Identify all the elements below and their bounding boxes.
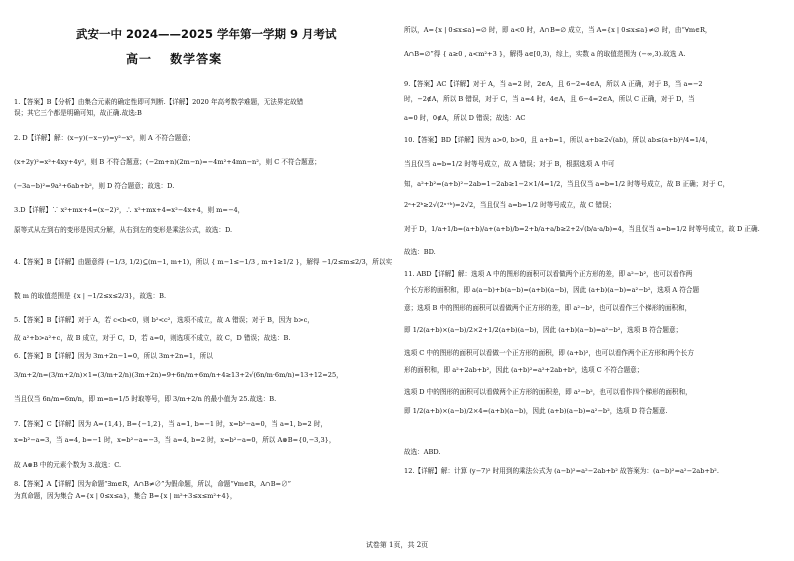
- right-text-line: A∩B=∅”得 { a≥0 , a<m²+3 }，解得 a∈[0,3)，综上，实数 a 的取值范围为 (−∞,3).故选 A.: [404, 50, 686, 58]
- left-text-line: 误；其它三个都是明确可知，故正确.故选:B: [14, 109, 142, 117]
- left-text-line: 1.【答案】B【分析】由集合元素的确定性即可判断.【详解】2020 年高考数学难题，无法界定故错: [14, 98, 304, 106]
- left-text-line: 3.D【详解】∵ x²+mx+4=(x−2)²，∴ x²+mx+4=x²−4x+4，则 m=−4，: [14, 206, 245, 214]
- right-text-line: 知，a²+b²=(a+b)²−2ab=1−2ab≥1−2×1/4=1/2，当且仅当 a=b=1/2 时等号成立，故 B 正确；对于 C，: [404, 180, 730, 188]
- right-text-line: a=0 时，0∉A，所以 D 错误；故选：AC: [404, 114, 526, 122]
- left-text-line: 2. D【详解】解：(x−y)(−x−y)=y²−x²，则 A 不符合题意；: [14, 134, 195, 142]
- left-text-line: 8.【答案】A【详解】因为命题“∃m∈R，A∩B≠∅”为假命题，所以，命题“∀m∈R，A∩B=∅”: [14, 480, 292, 488]
- left-text-line: 3/m+2/n=(3/m+2/n)×1=(3/m+2/n)(3m+2n)=9+6n/m+6m/n+4≥13+2√(6n/m·6m/n)=13+12=25，: [14, 371, 343, 379]
- right-text-line: 12.【详解】解：计算 (y−7)² 时用到的乘法公式为 (a−b)²=a²−2ab+b² 故答案为：(a−b)²=a²−2ab+b².: [404, 467, 719, 475]
- right-text-line: 选项 C 中的图形的面积可以看做一个正方形的面积，即 (a+b)²，也可以看作两个正方形和两个长方: [404, 349, 694, 357]
- right-text-line: 即 1/2(a+b)×(a−b)/2×4=(a+b)(a−b)，因此 (a+b)(a−b)=a²−b²，选项 D 符合题意.: [404, 407, 668, 415]
- right-text-line: 当且仅当 a=b=1/2 时等号成立，故 A 错误；对于 B，根据选项 A 中可: [404, 160, 615, 168]
- left-text-line: 7.【答案】C【详解】因为 A={1,4}, B={−1,2}，当 a=1, b=−1 时，x=b²−a=0，当 a=1, b=2 时，: [14, 420, 328, 428]
- right-text-line: 11. ABD【详解】解：选项 A 中的图形的面积可以看做两个正方形的差，即 a²−b²，也可以看作两: [404, 270, 693, 278]
- right-text-line: 故选：ABD.: [404, 448, 441, 456]
- right-text-line: 即 1/2(a+b)×(a−b)/2×2+1/2(a+b)(a−b)，因此 (a+b)(a−b)=a²−b²，选项 B 符合题意；: [404, 326, 683, 334]
- left-text-line: 当且仅当 6n/m=6m/n，即 m=n=1/5 时取等号，即 3/m+2/n 的最小值为 25.故选：B.: [14, 395, 277, 403]
- document-title: 武安一中 2024——2025 学年第一学期 9 月考试: [76, 27, 337, 41]
- left-text-line: 原等式从左到右的变形是因式分解，从右到左的变形是乘法公式，故选：D.: [14, 226, 233, 234]
- right-text-line: 9.【答案】AC【详解】对于 A，当 a=2 时，2∈A，且 6−2=4∈A，所以 A 正确，对于 B，当 a=−2: [404, 80, 703, 88]
- right-text-line: 选项 D 中的图形的面积可以看做两个正方形的面积差，即 a²−b²，也可以看作四个梯形的面积和，: [404, 388, 692, 396]
- right-text-line: 时，−2∉A，所以 B 错误，对于 C，当 a=4 时，4∈A，且 6−4=2∈A，所以 C 正确，对于 D，当: [404, 95, 695, 103]
- left-text-line: 6.【答案】B【详解】因为 3m+2n−1=0，所以 3m+2n=1，所以: [14, 352, 213, 360]
- right-text-line: 2ᵃ+2ᵇ≥2√(2ᵃ⁺ᵇ)=2√2，当且仅当 a=b=1/2 时等号成立，故 C 错误；: [404, 201, 616, 209]
- left-text-line: x=b²−a=3，当 a=4, b=−1 时，x=b²−a=−3，当 a=4, b=2 时，x=b²−a=0，所以 A⊗B={0,−3,3}，: [14, 436, 336, 444]
- right-text-line: 所以，A={x | 0≤x≤a}=∅ 时，即 a<0 时，A∩B=∅ 成立，当 A={x | 0≤x≤a}≠∅ 时，由“∀m∈R，: [404, 26, 712, 34]
- right-text-line: 故选：BD.: [404, 248, 436, 256]
- document-subtitle: 高一 数学答案: [126, 52, 223, 66]
- left-text-line: 数 m 的取值范围是 {x | −1/2≤x≤2/3}，故选：B.: [14, 292, 167, 300]
- left-text-line: 故 a²+b>a²+c，故 B 成立，对于 C，D，若 a=0，则选项不成立，故 C，D 错误；故选：B.: [14, 334, 291, 342]
- right-text-line: 形的面积和，即 a²+2ab+b²，因此 (a+b)²=a²+2ab+b²，选项 C 不符合题意；: [404, 366, 644, 374]
- left-text-line: 故 A⊗B 中的元素个数为 3.故选：C.: [14, 461, 122, 469]
- left-text-line: (x+2y)²=x²+4xy+4y²，则 B 不符合题意；(−2m+n)(2m−n)=−4m²+4mn−n²，则 C 不符合题意；: [14, 158, 321, 166]
- right-text-line: 意；选项 B 中的图形的面积可以看做两个正方形的差，即 a²−b²，也可以看作三个梯形的面积和，: [404, 304, 692, 312]
- page-footer: 试卷第 1页，共 2页: [365, 541, 429, 549]
- left-text-line: 5.【答案】B【详解】对于 A，若 c<b<0，则 b²<c²，选项不成立，故 A 错误；对于 B，因为 b>c，: [14, 316, 314, 324]
- left-text-line: 为真命题，因为集合 A={x | 0≤x≤a}，集合 B={x | m²+3≤x≤m²+4}，: [14, 492, 237, 500]
- right-text-line: 10.【答案】BD【详解】因为 a>0, b>0，且 a+b=1，所以 a+b≥2√(ab)，所以 ab≤(a+b)²/4=1/4，: [404, 136, 713, 144]
- left-text-line: (−3a−b)²=9a²+6ab+b²，则 D 符合题意；故选：D.: [14, 182, 175, 190]
- right-text-line: 个长方形的面积和，即 a(a−b)+b(a−b)=(a+b)(a−b)，因此 (a+b)(a−b)=a²−b²，选项 A 符合题: [404, 286, 700, 294]
- right-text-line: 对于 D，1/a+1/b=(a+b)/a+(a+b)/b=2+b/a+a/b≥2+2√(b/a·a/b)=4，当且仅当 a=b=1/2 时等号成立，故 D 正确.: [404, 225, 760, 233]
- left-text-line: 4.【答案】B【详解】由题意得 (−1/3, 1/2)⊆(m−1, m+1)，所以 { m−1≤−1/3 , m+1≥1/2 }，解得 −1/2≤m≤2/3，所以实: [14, 258, 393, 266]
